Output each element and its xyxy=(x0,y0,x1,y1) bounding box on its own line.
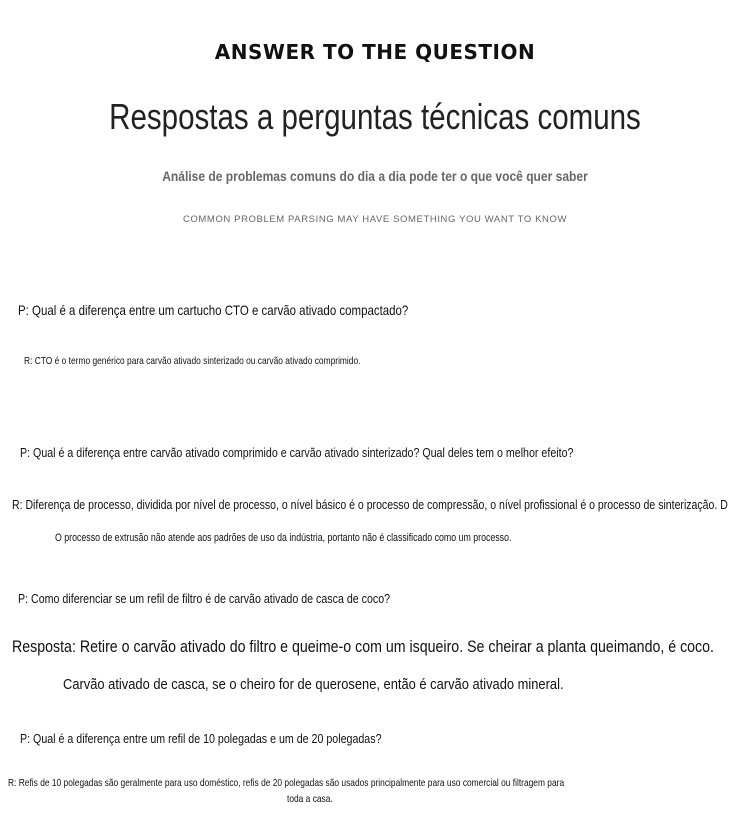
faq-question-3: P: Como diferenciar se um refil de filtro é de carvão ativado de casca de coco? xyxy=(18,591,391,606)
faq-question-4: P: Qual é a diferença entre um refil de 10 polegadas e um de 20 polegadas? xyxy=(20,731,382,746)
header-subtitle-en: COMMON PROBLEM PARSING MAY HAVE SOMETHING YOU WANT TO KNOW xyxy=(182,214,568,225)
faq-question-1: P: Qual é a diferença entre um cartucho CTO e carvão ativado compactado? xyxy=(18,302,409,318)
page-title: Respostas a perguntas técnicas comuns xyxy=(109,96,641,137)
faq-question-2: P: Qual é a diferença entre carvão ativado comprimido e carvão ativado sinterizado? Qual deles tem o melhor efeito? xyxy=(20,445,574,460)
faq-answer-2-line-1: R: Diferença de processo, dividida por nível de processo, o nível básico é o processo de compressão, o nível profissional é o processo de sinterização. D xyxy=(12,497,728,512)
faq-answer-4-line-2: toda a casa. xyxy=(287,793,333,805)
header-title-en: ANSWER TO THE QUESTION xyxy=(214,40,536,64)
faq-answer-3-line-1: Resposta: Retire o carvão ativado do filtro e queime-o com um isqueiro. Se cheirar a planta queimando, é coco. xyxy=(12,638,715,656)
faq-answer-4-line-1: R: Refis de 10 polegadas são geralmente para uso doméstico, refis de 20 polegadas são usados principalmente para uso comercial ou filtragem para xyxy=(8,777,565,789)
faq-answer-2-line-2: O processo de extrusão não atende aos padrões de uso da indústria, portanto não é classificado como um processo. xyxy=(55,532,512,544)
faq-answer-1: R: CTO é o termo genérico para carvão ativado sinterizado ou carvão ativado comprimido. xyxy=(24,355,361,367)
header-subtitle-pt: Análise de problemas comuns do dia a dia pode ter o que você quer saber xyxy=(162,168,588,184)
faq-answer-3-line-2: Carvão ativado de casca, se o cheiro for de querosene, então é carvão ativado mineral. xyxy=(63,676,564,693)
